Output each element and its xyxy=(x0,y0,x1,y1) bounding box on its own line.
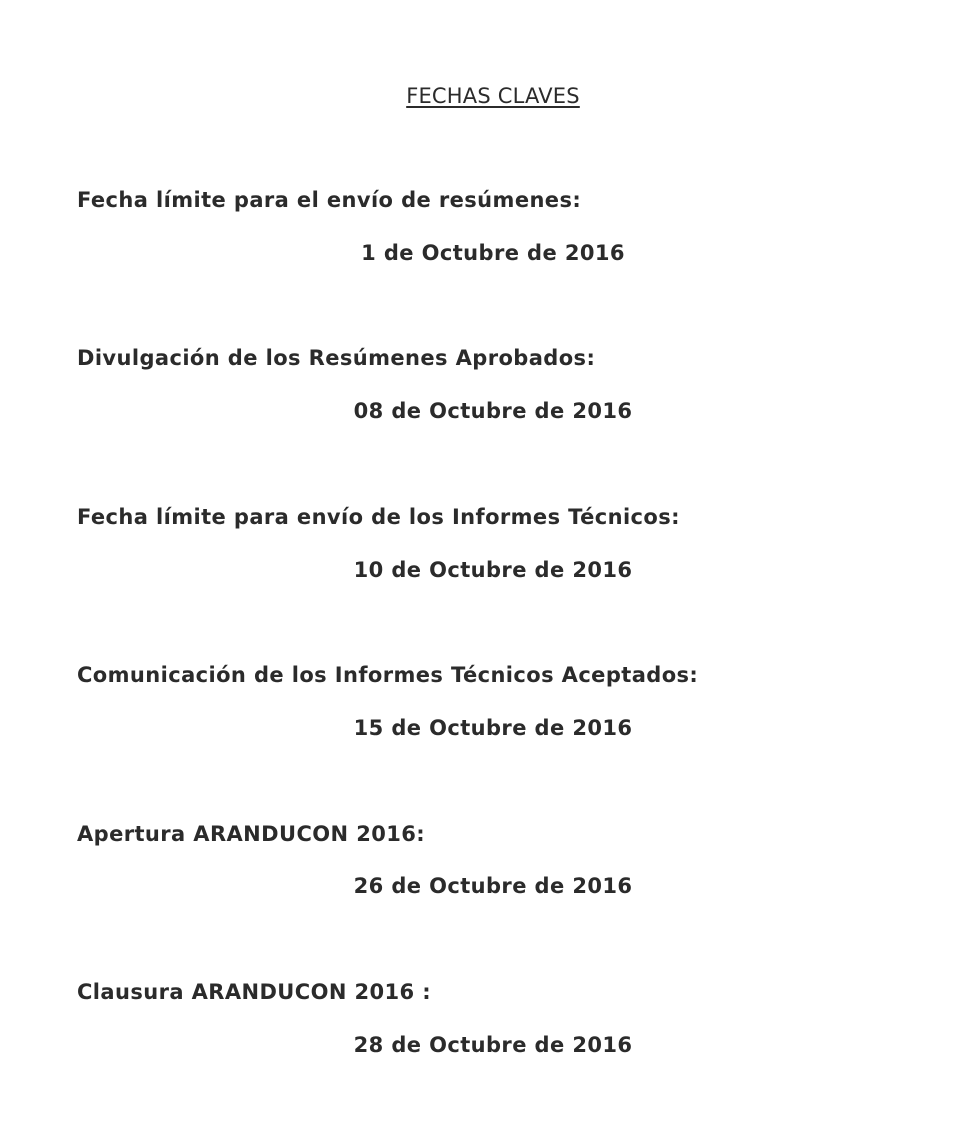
deadline-date-abstract-approval: 08 de Octubre de 2016 xyxy=(353,399,633,423)
deadline-date-report-submission: 10 de Octubre de 2016 xyxy=(353,558,633,582)
deadline-label-closing: Clausura ARANDUCON 2016 : xyxy=(77,980,432,1004)
deadline-date-report-acceptance: 15 de Octubre de 2016 xyxy=(353,716,633,740)
deadline-label-report-submission: Fecha límite para envío de los Informes Técnicos: xyxy=(77,505,680,529)
deadline-label-abstract-approval: Divulgación de los Resúmenes Aprobados: xyxy=(77,346,596,370)
page-title: FECHAS CLAVES xyxy=(406,84,580,108)
deadline-date-abstract-submission: 1 de Octubre de 2016 xyxy=(361,241,625,265)
deadline-date-closing: 28 de Octubre de 2016 xyxy=(353,1033,633,1057)
deadline-date-opening: 26 de Octubre de 2016 xyxy=(353,874,633,898)
deadline-label-opening: Apertura ARANDUCON 2016: xyxy=(77,822,426,846)
deadline-label-report-acceptance: Comunicación de los Informes Técnicos Aceptados: xyxy=(77,663,699,687)
deadline-label-abstract-submission: Fecha límite para el envío de resúmenes: xyxy=(77,188,582,212)
